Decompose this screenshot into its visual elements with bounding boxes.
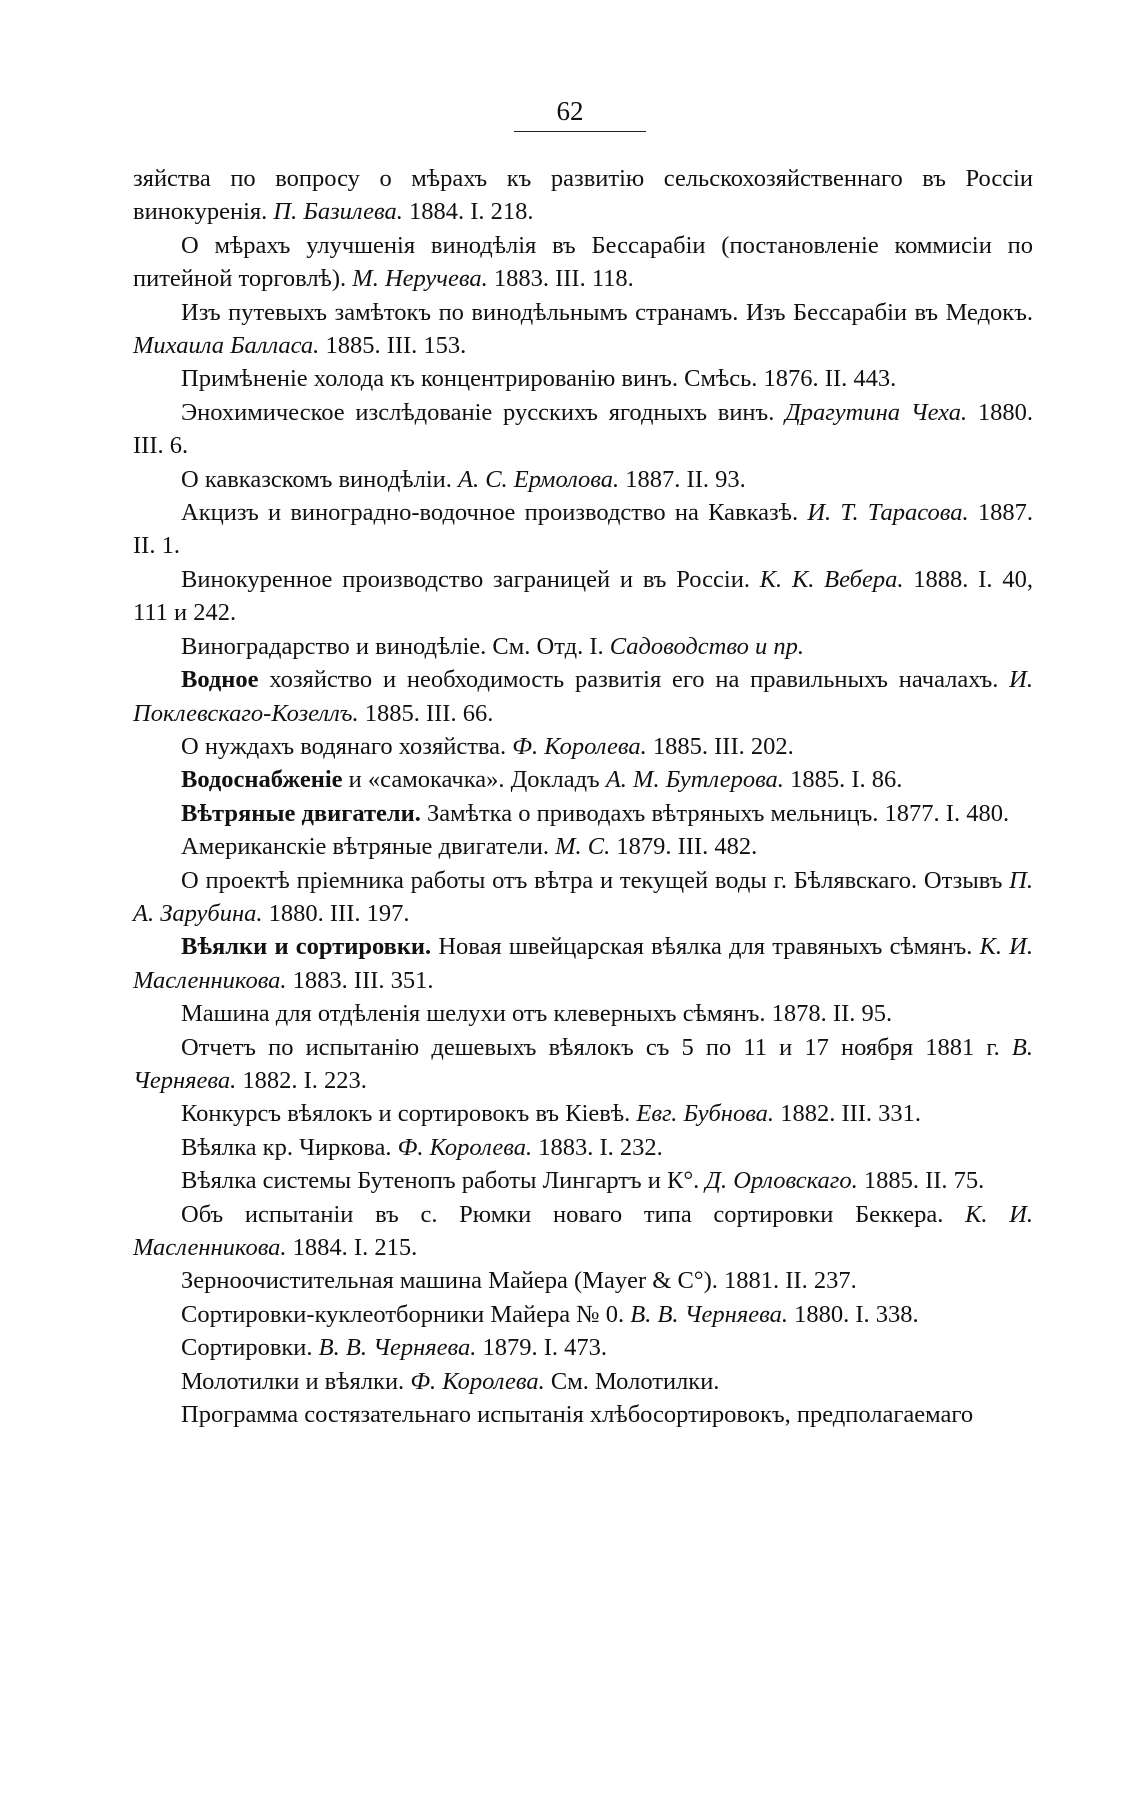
bibliography-entry: [133, 1331, 1033, 1364]
entry-author: Д. Орловскаго.: [705, 1167, 858, 1195]
entry-text: 1880. III. 6.: [133, 398, 1033, 460]
entry-author: Ф. Королева.: [397, 1133, 533, 1161]
entry-text: 1887. II. 1.: [133, 499, 1033, 560]
entry-author: П. Базилева.: [273, 198, 403, 226]
entry-text: 1880. I. 338.: [787, 1300, 919, 1328]
entry-text: Новая швейцарская вѣялка для травяныхъ сѣмянъ.: [431, 933, 980, 961]
entry-text: Изъ путевыхъ замѣтокъ по винодѣльнымъ странамъ. Изъ Бессарабіи въ Медокъ.: [181, 298, 1033, 326]
entry-text: Зерноочистительная машина Майера (Mayer & C°). 1881. II. 237.: [181, 1267, 857, 1295]
entry-text: 1885. III. 202.: [646, 732, 794, 760]
bibliography-entry: [133, 362, 1033, 395]
bibliography-entry: [133, 797, 1033, 830]
bibliography-entry: [133, 1264, 1033, 1297]
entry-text: 1880. III. 197.: [262, 899, 410, 927]
entry-author: В. Черняева.: [133, 1033, 1033, 1094]
bibliography-entry: [133, 830, 1033, 863]
bibliography-entry: [133, 730, 1033, 763]
entry-author: К. К. Вебера.: [759, 565, 904, 593]
entry-text: 1883. I. 232.: [532, 1133, 663, 1161]
entry-author: Садоводство и пр.: [609, 632, 805, 660]
entry-text: 1883. III. 351.: [286, 966, 434, 994]
entry-author: А. С. Ермолова.: [458, 465, 620, 493]
entry-text: 1883. III. 118.: [487, 265, 634, 293]
entry-text: Вѣялка кр. Чиркова.: [181, 1133, 398, 1161]
entry-text: 1885. III. 153.: [319, 332, 467, 360]
entry-text: Сортировки.: [181, 1334, 319, 1362]
entry-text: 1882. I. 223.: [236, 1066, 367, 1094]
entry-author: Драгутина Чеха.: [785, 398, 968, 426]
bibliography-entry: [133, 396, 1033, 463]
entry-text: и «самокачка». Докладъ: [342, 766, 606, 794]
entry-text: Молотилки и вѣялки.: [181, 1367, 411, 1395]
entry-author: Ф. Королева.: [410, 1367, 545, 1395]
entry-text: Замѣтка о приводахъ вѣтряныхъ мельницъ. 1877. I. 480.: [420, 799, 1010, 827]
entry-text: Программа состязательнаго испытанія хлѣбосортировокъ, предполагаемаго: [181, 1401, 974, 1429]
entry-text: 1885. II. 75.: [857, 1167, 985, 1195]
entry-text: Энохимическое изслѣдованіе русскихъ ягодныхъ винъ.: [181, 398, 786, 426]
page-number-rule: [514, 131, 646, 132]
entry-text: Американскіе вѣтряные двигатели.: [181, 833, 556, 861]
entry-author: А. М. Бутлерова.: [605, 766, 784, 794]
entry-text: О мѣрахъ улучшенія винодѣлія въ Бессарабіи (постановленіе коммисіи по питейной торговлѣ).: [133, 231, 1033, 293]
entry-text: О кавказскомъ винодѣліи.: [181, 465, 458, 493]
entry-author: М. С.: [555, 833, 611, 861]
entry-text: См. Молотилки.: [544, 1367, 720, 1395]
entry-text: Конкурсъ вѣялокъ и сортировокъ въ Кіевѣ.: [181, 1100, 637, 1128]
entry-author: Михаила Балласа.: [133, 332, 320, 360]
bibliography-entry: [133, 997, 1033, 1030]
entry-text: 1887. II. 93.: [619, 465, 746, 493]
bibliography-entry: [133, 1298, 1033, 1331]
entry-author: Евг. Бубнова.: [636, 1100, 775, 1128]
entry-author: К. И. Масленникова.: [133, 933, 1033, 994]
bibliography-entry: [133, 1097, 1033, 1130]
bibliography-entry: [133, 463, 1033, 496]
entry-text: 1884. I. 218.: [402, 198, 534, 226]
entry-author: И. Т. Тарасова.: [807, 499, 969, 527]
bibliography-entry: [133, 1131, 1033, 1164]
entry-author: В. В. Черняева.: [630, 1300, 788, 1328]
entry-author: П. А. Зарубина.: [133, 866, 1033, 927]
entry-text: Акцизъ и виноградно-водочное производство на Кавказѣ.: [181, 499, 808, 527]
entry-text: Винокуренное производство заграницей и въ Россіи.: [181, 565, 760, 593]
entry-text: Отчетъ по испытанію дешевыхъ вѣялокъ съ 5 по 11 и 17 ноября 1881 г.: [181, 1033, 1012, 1061]
entry-text: Машина для отдѣленія шелухи отъ клеверныхъ сѣмянъ. 1878. II. 95.: [181, 1000, 893, 1028]
entry-text: 1885. III. 66.: [358, 699, 494, 727]
entry-text: 1888. I. 40, 111 и 242.: [133, 565, 1033, 627]
entry-text: Вѣялка системы Бутенопъ работы Лингартъ и К°.: [181, 1167, 706, 1195]
entry-text: 1879. I. 473.: [476, 1334, 608, 1362]
entry-text: 1884. I. 215.: [286, 1234, 418, 1261]
entry-text: Сортировки-куклеотборники Майера № 0.: [181, 1300, 631, 1328]
bibliography-entries: [133, 162, 1033, 1431]
entry-text: 1882. III. 331.: [774, 1100, 922, 1128]
entry-heading: Водоснабженіе: [181, 766, 343, 794]
bibliography-entry: [133, 1031, 1033, 1098]
bibliography-entry: [133, 663, 1033, 730]
bibliography-entry: [133, 296, 1033, 363]
entry-text: О нуждахъ водянаго хозяйства.: [181, 732, 513, 760]
entry-text: зяйства по вопросу о мѣрахъ къ развитію сельскохозяйственнаго въ Россіи винокуренія.: [133, 165, 1033, 226]
entry-author: М. Неручева.: [352, 265, 488, 293]
entry-text: 1885. I. 86.: [783, 766, 903, 794]
entry-text: Объ испытаніи въ с. Рюмки новаго типа сортировки Беккера.: [181, 1200, 966, 1228]
bibliography-entry: [133, 763, 1033, 796]
entry-text: Примѣненіе холода къ концентрированію винъ. Смѣсь. 1876. II. 443.: [181, 365, 897, 393]
bibliography-entry: [133, 864, 1033, 931]
entry-author: В. В. Черняева.: [318, 1334, 477, 1362]
bibliography-entry: [133, 229, 1033, 296]
entry-text: Виноградарство и винодѣліе. См. Отд. I.: [181, 632, 610, 660]
entry-text: О проектѣ пріемника работы отъ вѣтра и текущей воды г. Бѣлявскаго. Отзывъ: [181, 866, 1010, 894]
bibliography-entry: [133, 930, 1033, 997]
entry-text: 1879. III. 482.: [610, 833, 758, 861]
bibliography-entry: [133, 1365, 1033, 1398]
bibliography-entry: [133, 496, 1033, 563]
entry-author: И. Поклевскаго-Козеллъ.: [133, 666, 1033, 727]
bibliography-entry: [133, 563, 1033, 630]
bibliography-entry: [133, 630, 1033, 663]
bibliography-entry: [133, 1164, 1033, 1197]
entry-heading: Вѣтряные двигатели.: [181, 799, 421, 827]
entry-author: К. И. Масленникова.: [133, 1200, 1034, 1261]
entry-heading: Водное: [181, 666, 259, 694]
entry-text: хозяйство и необходимость развитія его на правильныхъ началахъ.: [258, 666, 1010, 694]
bibliography-entry: [133, 1398, 1033, 1431]
page-number: 62: [556, 96, 584, 126]
entry-author: Ф. Королева.: [512, 732, 647, 760]
bibliography-entry: [133, 162, 1033, 229]
entry-heading: Вѣялки и сортировки.: [181, 933, 432, 961]
bibliography-entry: [133, 1198, 1033, 1265]
